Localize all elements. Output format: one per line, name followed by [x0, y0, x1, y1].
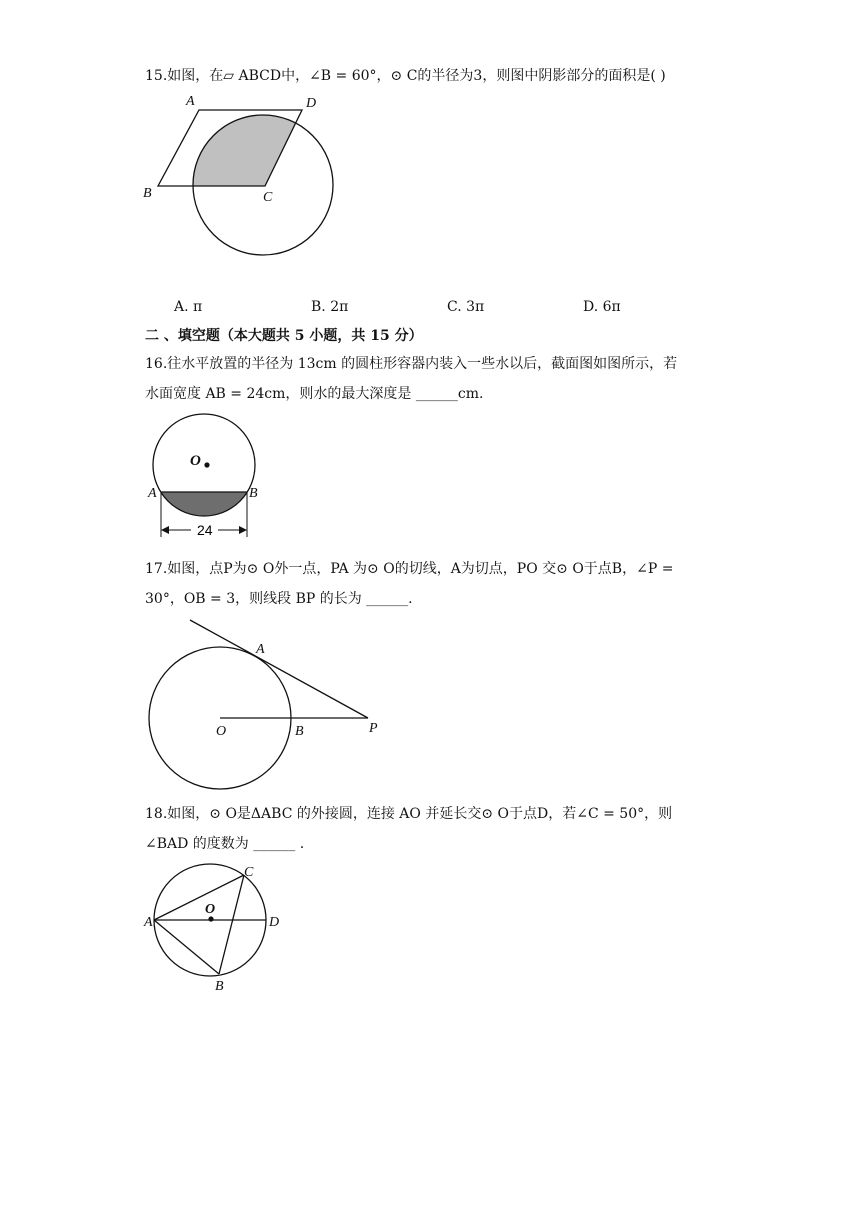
- label-a: A: [144, 915, 153, 930]
- label-b: B: [143, 186, 152, 201]
- label-b: B: [215, 979, 224, 994]
- label-a: A: [256, 642, 265, 657]
- label-a: A: [148, 486, 157, 501]
- label-d: D: [269, 915, 280, 930]
- label-c: C: [263, 190, 273, 205]
- width-label: 24: [197, 522, 213, 538]
- center-dot: [208, 916, 213, 921]
- label-b: B: [249, 486, 258, 501]
- option-a: A. π: [174, 299, 203, 315]
- q16-line1: 16.往水平放置的半径为 13cm 的圆柱形容器内装入一些水以后，截面图如图所示，若: [145, 356, 678, 372]
- section-title: 二 、填空题（本大题共 5 小题，共 15 分）: [145, 328, 423, 344]
- label-o: O: [190, 453, 201, 469]
- label-a: A: [186, 94, 195, 109]
- label-o: O: [205, 902, 216, 917]
- q17-line2: 30°，OB = 3，则线段 BP 的长为 ______.: [145, 591, 413, 607]
- option-b: B. 2π: [311, 299, 349, 315]
- label-d: D: [306, 96, 317, 111]
- label-b: B: [295, 724, 304, 739]
- label-p: P: [369, 721, 378, 736]
- label-o: O: [216, 724, 227, 739]
- q18-line2: ∠BAD 的度数为 ______ .: [145, 836, 305, 852]
- option-c: C. 3π: [447, 299, 485, 315]
- q18-line1: 18.如图，⊙ O是ΔABC 的外接圆，连接 AO 并延长交⊙ O于点D，若∠C = 50°，则: [145, 806, 673, 822]
- q15-text: 15.如图，在▱ ABCD中，∠B = 60°，⊙ C的半径为3，则图中阴影部分的面积是( ): [145, 68, 666, 84]
- option-d: D. 6π: [583, 299, 621, 315]
- q16-line2: 水面宽度 AB = 24cm，则水的最大深度是 ______cm.: [145, 386, 484, 402]
- label-c: C: [244, 865, 254, 880]
- q17-line1: 17.如图，点P为⊙ O外一点，PA 为⊙ O的切线，A为切点，PO 交⊙ O于点B，∠P =: [145, 561, 674, 577]
